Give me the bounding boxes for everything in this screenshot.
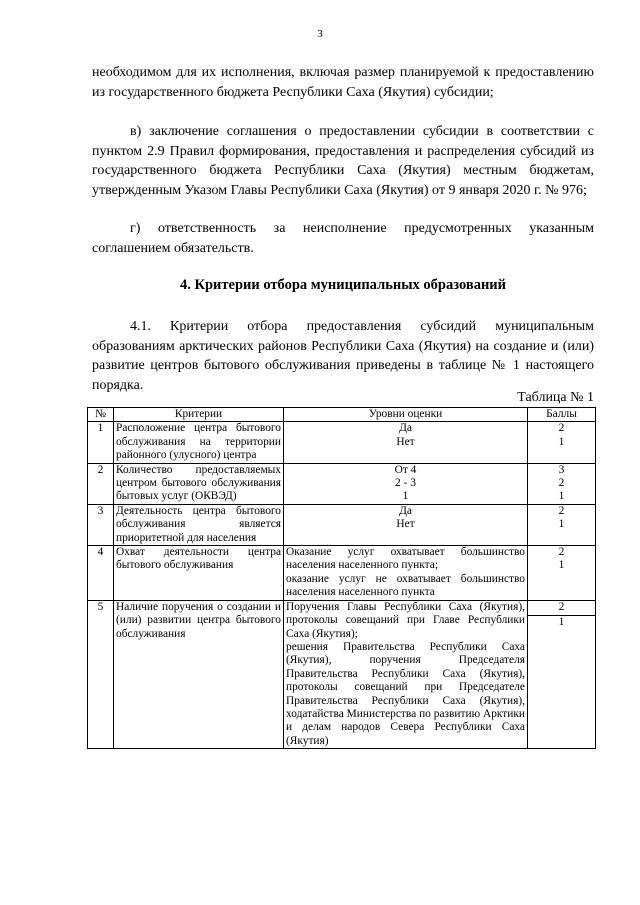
row-number: 2 [88, 463, 114, 504]
score-item: 1 [558, 559, 565, 572]
table-row [88, 463, 596, 504]
row-levels [284, 600, 528, 748]
row-number: 5 [88, 600, 114, 748]
table-row [88, 600, 596, 748]
row-criterion: Охват деятельности центра бытового обслуживания [114, 546, 284, 601]
row-levels [284, 463, 528, 504]
score-item: 2 [558, 422, 565, 435]
score-item: 3 [558, 463, 565, 476]
row-criterion: Наличие поручения о создании и (или) развитии центра бытового обслуживания [114, 600, 284, 748]
level-item: Нет [396, 518, 415, 531]
page-number: 3 [317, 28, 323, 40]
table-caption: Таблица № 1 [517, 390, 594, 405]
score-item: 1 [558, 490, 565, 503]
row-number: 4 [88, 546, 114, 601]
section-heading: 4. Критерии отбора муниципальных образований [179, 277, 507, 293]
level-item: решения Правительства Республики Саха (Якутия), поручения Председателя Правительства Республики Саха (Якутия), протоколы совещаний при Председателе Правительства Республики Саха (Якутия), ходатайства Министерства по развитию Арктики и делам народов Севера Республики Саха (Якутия) [286, 640, 525, 747]
row-scores [528, 463, 596, 504]
row-levels [284, 422, 528, 463]
table-row [88, 504, 596, 545]
row-criterion: Количество предоставляемых центром бытового обслуживания бытовых услуг (ОКВЭД) [114, 463, 284, 504]
score-item: 1 [558, 435, 565, 448]
header-number: № [88, 408, 114, 422]
level-item: 2 - 3 [395, 477, 416, 490]
row-criterion: Расположение центра бытового обслуживания на территории районного (улусного) центра [114, 422, 284, 463]
level-item: Оказание услуг охватывает большинство населения населенного пункта; [286, 546, 525, 572]
level-item: Да [399, 504, 412, 517]
paragraph-continuation: необходимом для их исполнения, включая размер планируемой к предоставлению из государственного бюджета Республики Саха (Якутия) субсидии; [92, 65, 594, 100]
level-item: Поручения Главы Республики Саха (Якутия), протоколы совещаний при Главе Республики Саха (Якутия); [286, 600, 525, 640]
score-item: 2 [558, 477, 565, 490]
criteria-table [87, 407, 596, 749]
row-scores [528, 600, 596, 748]
table-row [88, 546, 596, 601]
paragraph-item-g: г) ответственность за неисполнение предусмотренных указанным соглашением обязательств. [92, 221, 594, 256]
level-item: 1 [402, 490, 409, 503]
level-item: Нет [396, 435, 415, 448]
paragraph-4-1: 4.1. Критерии отбора предоставления субсидий муниципальным образованиям арктических районов Республики Саха (Якутия) на создание и (или) развитие центров бытового обслуживания приведены в таблице № 1 настоящего порядка. [92, 319, 594, 393]
table-row [88, 422, 596, 463]
row-number: 1 [88, 422, 114, 463]
score-item: 2 [558, 504, 565, 517]
header-criteria: Критерии [114, 408, 284, 422]
score-item: 2 [528, 601, 595, 616]
paragraph-item-v: в) заключение соглашения о предоставлении субсидии в соответствии с пунктом 2.9 Правил формирования, предоставления и распределения субсидий из государственного бюджета Республики Саха (Якутия) местным бюджетам, утвержденным Указом Главы Республики Саха (Якутия) от 9 января 2020 г. № 976; [92, 124, 594, 198]
row-levels [284, 504, 528, 545]
level-item: Да [399, 422, 412, 435]
row-criterion: Деятельность центра бытового обслуживания является приоритетной для населения [114, 504, 284, 545]
score-item: 1 [558, 518, 565, 531]
level-item: От 4 [394, 463, 417, 476]
table-header-row [88, 408, 596, 422]
row-scores [528, 504, 596, 545]
row-scores [528, 546, 596, 601]
row-levels [284, 546, 528, 601]
row-scores [528, 422, 596, 463]
score-item: 2 [558, 546, 565, 559]
row-number: 3 [88, 504, 114, 545]
score-item: 1 [558, 616, 565, 629]
header-levels: Уровни оценки [284, 408, 528, 422]
header-scores: Баллы [528, 408, 596, 422]
level-item: оказание услуг не охватывает большинство населения населенного пункта [286, 572, 525, 599]
